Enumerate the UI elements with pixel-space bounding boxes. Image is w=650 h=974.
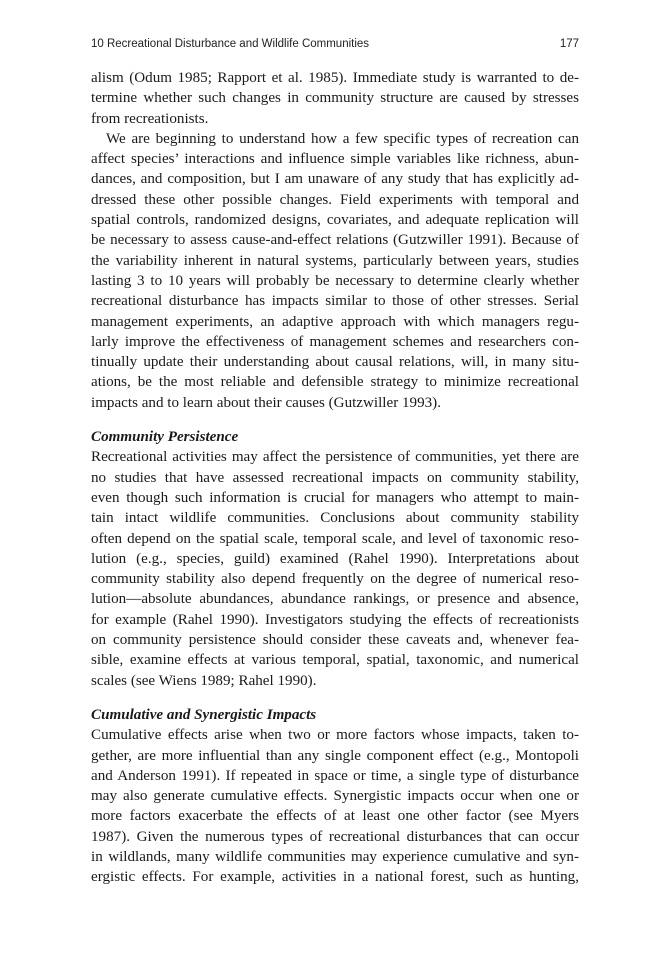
text-line: for example (Rahel 1990). Investigators studying the effects of recreationists [91, 611, 579, 628]
text-line: ations, be the most reliable and defensible strategy to minimize recreational [91, 374, 579, 391]
text-line: from recreationists. [91, 110, 209, 127]
text-line: tain intact wildlife communities. Conclusions about community stability [91, 510, 579, 527]
text-line: 1987). Given the numerous types of recreational disturbances that can occur [91, 828, 579, 845]
text-line: larly improve the effectiveness of management schemes and researchers con- [91, 333, 579, 350]
text-line: Recreational activities may affect the persistence of communities, yet there are [91, 449, 579, 466]
text-line: may also generate cumulative effects. Synergistic impacts occur when one or [91, 788, 579, 805]
text-line: tinually update their understanding about causal relations, will, in many situ- [91, 354, 579, 371]
paragraph-1 [91, 68, 579, 129]
paragraph-2 [91, 129, 579, 413]
paragraph-3 [91, 447, 579, 691]
text-line: often depend on the spatial scale, temporal scale, and level of taxonomic reso- [91, 530, 579, 547]
text-line: spatial controls, randomized designs, covariates, and adequate replication will [91, 212, 579, 229]
page-number: 177 [559, 38, 579, 50]
text-line: alism (Odum 1985; Rapport et al. 1985). Immediate study is warranted to de- [91, 70, 579, 86]
text-line: dressed these other possible changes. Field experiments with temporal and [91, 191, 579, 208]
text-line: on community persistence should consider these caveats and, whenever fea- [91, 632, 579, 649]
paragraph-4 [91, 725, 579, 887]
text-line: management experiments, an adaptive approach with which managers regu- [91, 313, 579, 330]
text-line: termine whether such changes in community structure are caused by stresses [91, 90, 579, 107]
text-line: even though such information is crucial for managers who attempt to main- [91, 489, 579, 506]
text-line: be necessary to assess cause-and-effect relations (Gutzwiller 1991). Because of [91, 232, 579, 249]
page [91, 38, 579, 888]
text-line: lasting 3 to 10 years will probably be necessary to determine clearly whether [91, 272, 579, 289]
body-text [91, 68, 579, 888]
text-line: ergistic effects. For example, activities in a national forest, such as hunting, [91, 869, 579, 886]
text-line: We are beginning to understand how a few specific types of recreation can [106, 130, 579, 147]
section-heading-community-persistence: Community Persistence [91, 429, 239, 446]
text-line: gether, are more influential than any single component effect (e.g., Montopoli [91, 747, 579, 764]
text-line: lution—absolute abundances, abundance rankings, or presence and absence, [91, 591, 579, 608]
running-head [91, 38, 579, 58]
section-heading-cumulative-synergistic: Cumulative and Synergistic Impacts [91, 706, 317, 723]
text-line: Cumulative effects arise when two or more factors whose impacts, taken to- [91, 727, 579, 744]
text-line: the variability inherent in natural systems, particularly between years, studies [91, 252, 579, 269]
text-line: in wildlands, many wildlife communities may experience cumulative and syn- [91, 848, 579, 865]
text-line: community stability also depend frequently on the degree of numerical reso- [91, 571, 579, 588]
text-line: affect species’ interactions and influence simple variables like richness, abun- [91, 151, 579, 168]
text-line: no studies that have assessed recreational impacts on community stability, [91, 469, 579, 486]
text-line: lution (e.g., species, guild) examined (Rahel 1990). Interpretations about [91, 550, 579, 567]
text-line: and Anderson 1991). If repeated in space or time, a single type of disturbance [91, 767, 579, 784]
text-line: more factors exacerbate the effects of at least one other factor (see Myers [91, 808, 579, 825]
text-line: impacts and to learn about their causes (Gutzwiller 1993). [91, 394, 441, 411]
text-line: recreational disturbance has impacts similar to those of other stresses. Serial [91, 293, 579, 310]
text-line: scales (see Wiens 1989; Rahel 1990). [91, 672, 317, 689]
text-line: sible, examine effects at various temporal, spatial, taxonomic, and numerical [91, 652, 579, 669]
text-line: dances, and composition, but I am unaware of any study that has explicitly ad- [91, 171, 579, 188]
running-head-chapter: 10 Recreational Disturbance and Wildlife Communities [91, 38, 370, 50]
